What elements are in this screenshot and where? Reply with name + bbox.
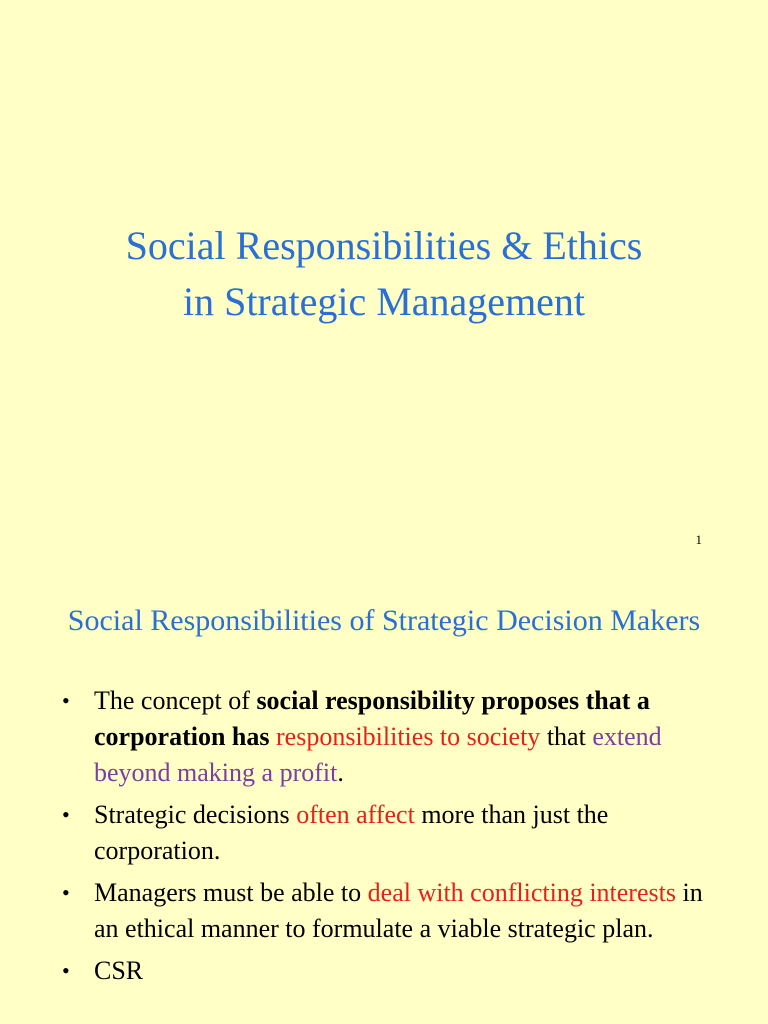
slide-number: 1 [695,532,702,547]
bullet-text-purple: extend beyond making a profit [94,722,662,787]
bullet-marker: • [62,688,70,713]
bullet-text: . [337,758,344,787]
bullet-list [62,683,712,995]
bullet-text: more than just the corporation. [94,800,609,865]
bullet-text-red: deal with conflicting interests [367,878,676,907]
slide-1-title [0,218,768,330]
bullet-text: Strategic decisions [94,800,297,829]
bullet-text: that [540,722,593,751]
slide-1-title-line-1: Social Responsibilities & Ethics [125,223,643,268]
slide-2 [0,576,768,1024]
bullet-marker: • [62,880,70,905]
slide-1-title-line-2: in Strategic Management [182,279,586,324]
bullet-text-red: responsibilities to society [276,722,541,751]
bullet-item [62,683,712,791]
bullet-marker: • [62,802,70,827]
bullet-marker: • [62,958,70,983]
bullet-item [62,797,712,869]
bullet-text: in an ethical manner to formulate a viable strategic plan. [94,878,703,943]
bullet-text-red: often affect [296,800,415,829]
bullet-text: Managers must be able to [94,878,368,907]
slide-2-title: Social Responsibilities of Strategic Decision Makers [67,604,701,637]
bullet-text: CSR [94,956,144,985]
bullet-text: The concept of [94,686,257,715]
bullet-item [62,953,712,989]
bullet-item [62,875,712,947]
bullet-text-bold: social responsibility proposes that a corporation has [94,686,650,751]
